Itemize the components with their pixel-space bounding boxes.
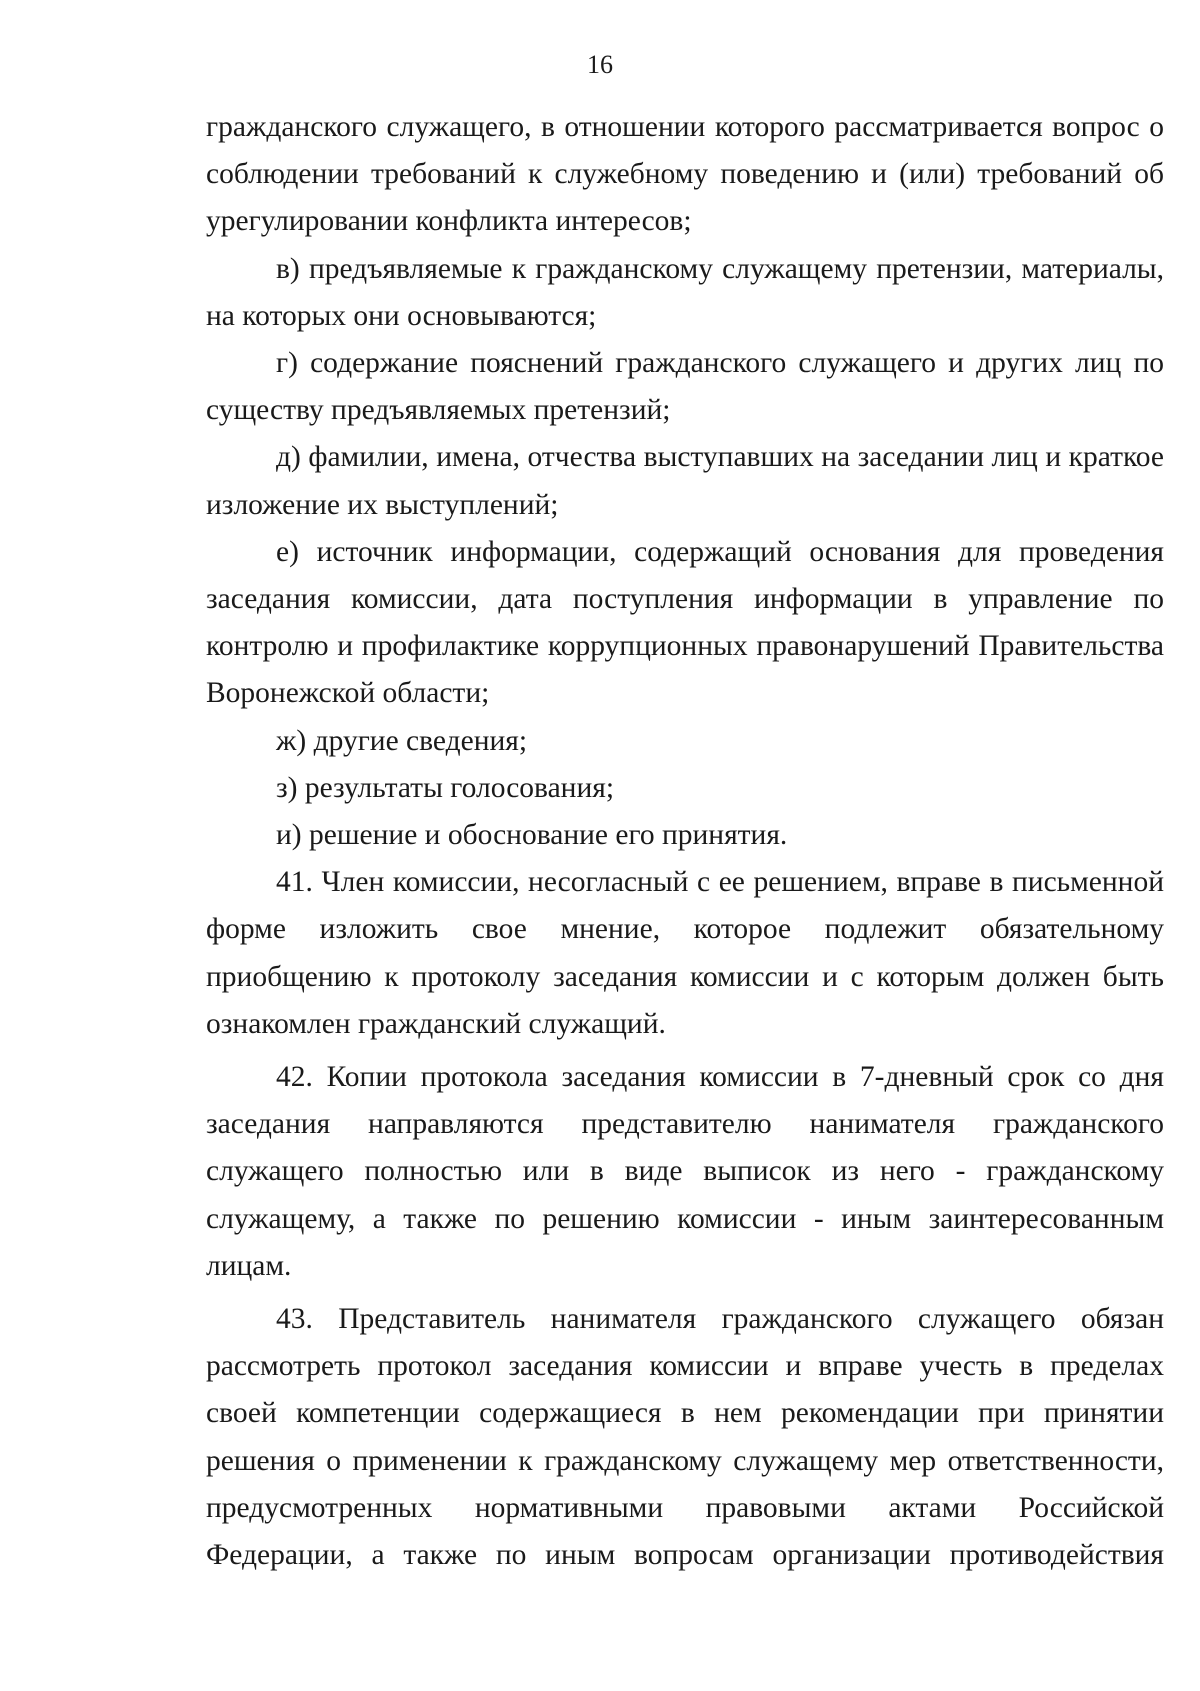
paragraph-item-e: е) источник информации, содержащий основания для проведения заседания комиссии, дата поступления информации в управление по контролю и профилактике коррупционных правонарушений Правительства Воронежской области; — [206, 535, 1164, 710]
paragraph-item-g: г) содержание пояснений гражданского служащего и других лиц по существу предъявляемых претензий; — [206, 347, 1164, 427]
paragraph-continuation: гражданского служащего, в отношении которого рассматривается вопрос о соблюдении требований к служебному поведению и (или) требований об урегулировании конфликта интересов; — [206, 111, 1164, 238]
paragraph-item-zh: ж) другие сведения; — [276, 724, 528, 757]
paragraph-clause-43: 43. Представитель нанимателя гражданского служащего обязан рассмотреть протокол заседания комиссии и вправе учесть в пределах своей компетенции содержащиеся в нем рекомендации при принятии решения о применении к гражданскому служащему мер ответственности, предусмотренных нормативными правовыми актами Российской Федерации, а также по иным вопросам организации противодействия — [206, 1303, 1164, 1572]
document-body — [206, 104, 1164, 1579]
paragraph-clause-42: 42. Копии протокола заседания комиссии в 7-дневный срок со дня заседания направляются представителю нанимателя гражданского служащего полностью или в виде выписок из него - гражданскому служащему, а также по решению комиссии - иным заинтересованным лицам. — [206, 1061, 1164, 1282]
paragraph-item-z: з) результаты голосования; — [276, 771, 615, 804]
paragraph-item-i: и) решение и обоснование его принятия. — [276, 819, 788, 852]
page-number: 16 — [587, 50, 613, 79]
paragraph-clause-41: 41. Член комиссии, несогласный с ее решением, вправе в письменной форме изложить свое мнение, которое подлежит обязательному приобщению к протоколу заседания комиссии и с которым должен быть ознакомлен гражданский служащий. — [206, 866, 1164, 1040]
paragraph-item-d: д) фамилии, имена, отчества выступавших на заседании лиц и краткое изложение их выступлений; — [206, 441, 1164, 521]
paragraph-item-v: в) предъявляемые к гражданскому служащему претензии, материалы, на которых они основываются; — [206, 252, 1164, 332]
